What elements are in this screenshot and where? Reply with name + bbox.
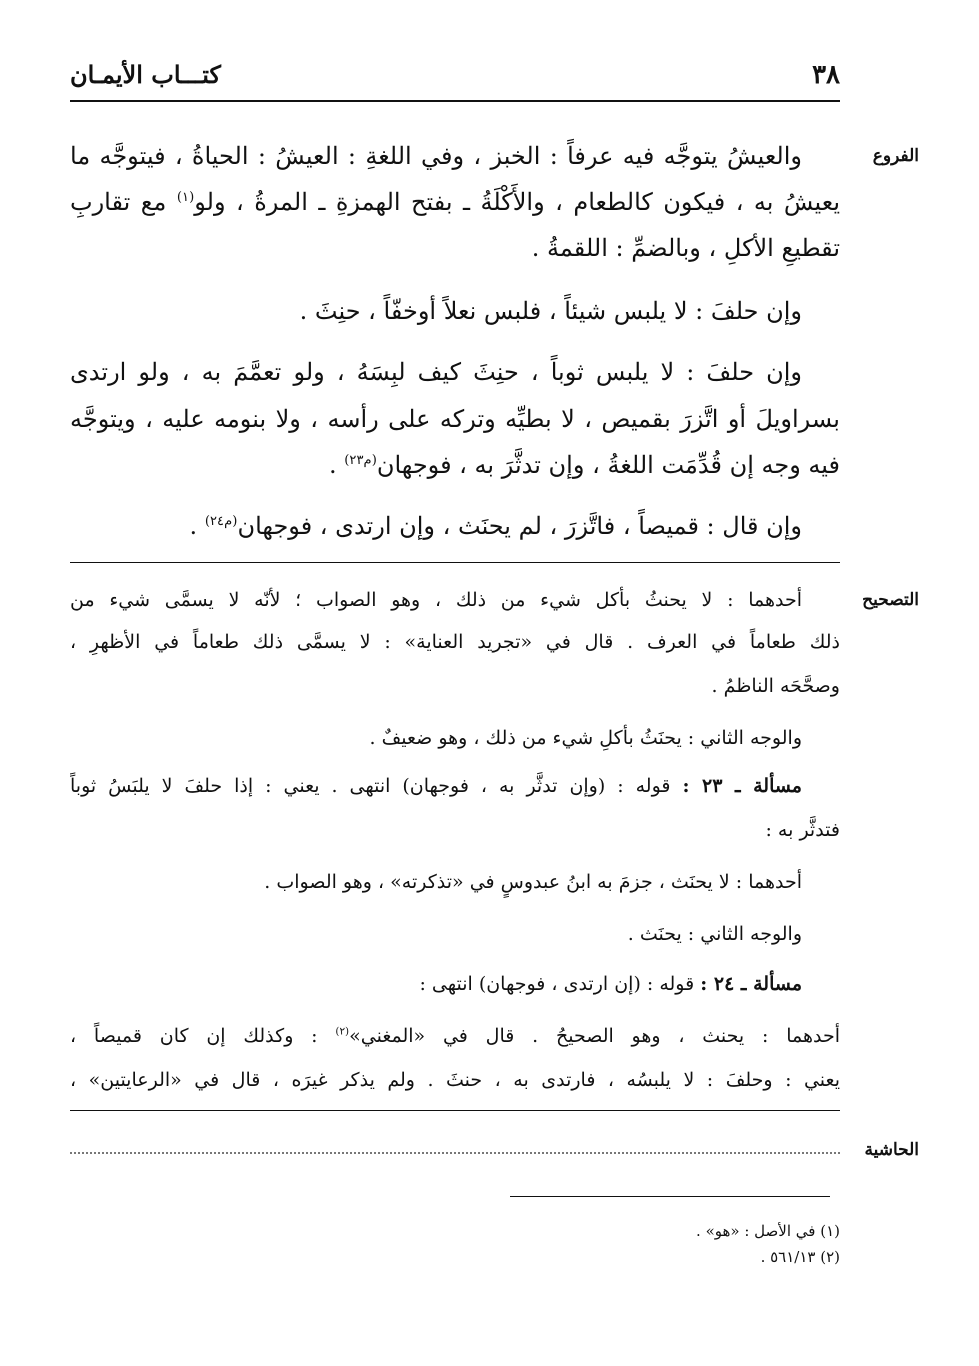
sharh-s3-line2: فتدثَّر به : (765, 819, 840, 841)
footnote-ref-1: (١) (176, 190, 195, 205)
label-furu: الفروع (872, 146, 919, 166)
matn-p3-line3: فيه وجه إن قُدِّمَت اللغةُ ، وإن تدثَّرَ به ، فوجهان$^{(م٢٣)}$ . (328, 451, 840, 479)
page-header (70, 60, 840, 100)
footnote-1: (١) في الأصل : «هو» . (696, 1222, 840, 1240)
label-tashih: التصحيح (862, 590, 919, 610)
footnote-divider (510, 1196, 830, 1197)
masala-ref-23: (م٢٣) (344, 453, 377, 468)
sharh-s1-line2: ذلك طعاماً في العرف . قال في «تجريد العناية» : لا يسمَّى ذلك طعاماً في الأظهرِ ، (70, 631, 840, 653)
label-hashiya: الحاشية (864, 1140, 919, 1160)
header-divider (70, 100, 840, 102)
masala-ref-24: (م٢٤) (204, 514, 238, 529)
matn-p2-line1: وإن حلفَ : لا يلبس شيئاً ، فلبس نعلاً أوخفّاً ، حنِثَ . (299, 297, 802, 325)
hashiya-dotted-line (70, 1152, 840, 1154)
footnotes (510, 1218, 840, 1270)
tashih-text (70, 580, 840, 1100)
sharh-s4-line1: أحدهما : لا يحنَث ، جزمَ به ابنُ عبدوسٍ في «تذكرته» ، وهو الصواب . (264, 871, 802, 893)
footnote-2: (٢) ٥٦١/١٣ . (760, 1248, 840, 1266)
matn-p1-line2: يعيشُ به ، فيكون كالطعام ، والأَكْلَةُ ـ بفتح الهمزةِ ـ المرةُ ، ولو$^{(١)}$ مع تقاربِ (70, 188, 840, 216)
sharh-s7-line2: يعني : وحلفَ : لا يلبسُه ، فارتدى به ، حنثَ . ولم يذكر غيرَه ، قال في «الرعايتين» ، (70, 1069, 840, 1091)
sharh-s2-line1: والوجه الثاني : يحنَثُ بأكلِ شيء من ذلك ، وهو ضعيفٌ . (369, 727, 802, 749)
sharh-s6-line1: مسألة ـ ٢٤ : قوله : (إن ارتدى ، فوجهان) انتهى : (419, 973, 802, 995)
sharh-s3-line1: مسألة ـ ٢٣ : قوله : (وإن تدثَّر به ، فوجهان) انتهى . يعني : إذا حلفَ لا يلبَسُ ثوباً (70, 775, 802, 797)
section-divider-tashih (70, 1110, 840, 1111)
book-title: كتـــاب الأيمـان (70, 60, 221, 89)
sharh-s1-line1: أحدهما : لا يحنثُ بأكل شيء من ذلك ، وهو الصواب ؛ لأنّه لا يسمَّى شيء من (70, 589, 802, 611)
matn-p1-line3: تقطيعِ الأكلِ ، وبالضمِّ : اللقمةُ . (531, 234, 840, 262)
matn-p3-line1: وإن حلفَ : لا يلبس ثوباً ، حنِثَ كيف لبِسَهُ ، ولو تعمَّمَ به ، ولو ارتدى (70, 358, 802, 386)
sharh-s7-line1: أحدهما : يحنث ، وهو الصحيحُ . قال في «المغني»$^{(٢)}$ : وكذلك إن كان قميصاً ، (70, 1025, 840, 1047)
page-number: ٣٨ (812, 60, 840, 90)
main-text (70, 134, 840, 554)
sharh-s1-line3: وصحَّحَه الناظمُ . (711, 675, 840, 697)
footnote-ref-2: (٢) (335, 1025, 350, 1038)
matn-p1-line1: والعيشُ يتوجَّه فيه عرفاً : الخبز ، وفي اللغةِ : العيشُ : الحياةُ ، فيتوجَّه ما (70, 142, 802, 170)
section-divider-main (70, 562, 840, 563)
matn-p4-line1: وإن قال : قميصاً ، فاتَّزرَ ، لم يحنَث ، وإن ارتدى ، فوجهان$^{(م٢٤)}$ . (189, 512, 802, 540)
sharh-s5-line1: والوجه الثاني : يحنَث . (627, 923, 802, 945)
masala-23-label: مسألة ـ ٢٣ : (682, 775, 802, 797)
masala-24-label: مسألة ـ ٢٤ : (700, 973, 802, 995)
matn-p3-line2: بسراويلَ أو اتَّزرَ بقميص ، لا بطيِّه وتركه على رأسه ، ولا بنومه عليه ، ويتوجَّه (70, 405, 840, 433)
